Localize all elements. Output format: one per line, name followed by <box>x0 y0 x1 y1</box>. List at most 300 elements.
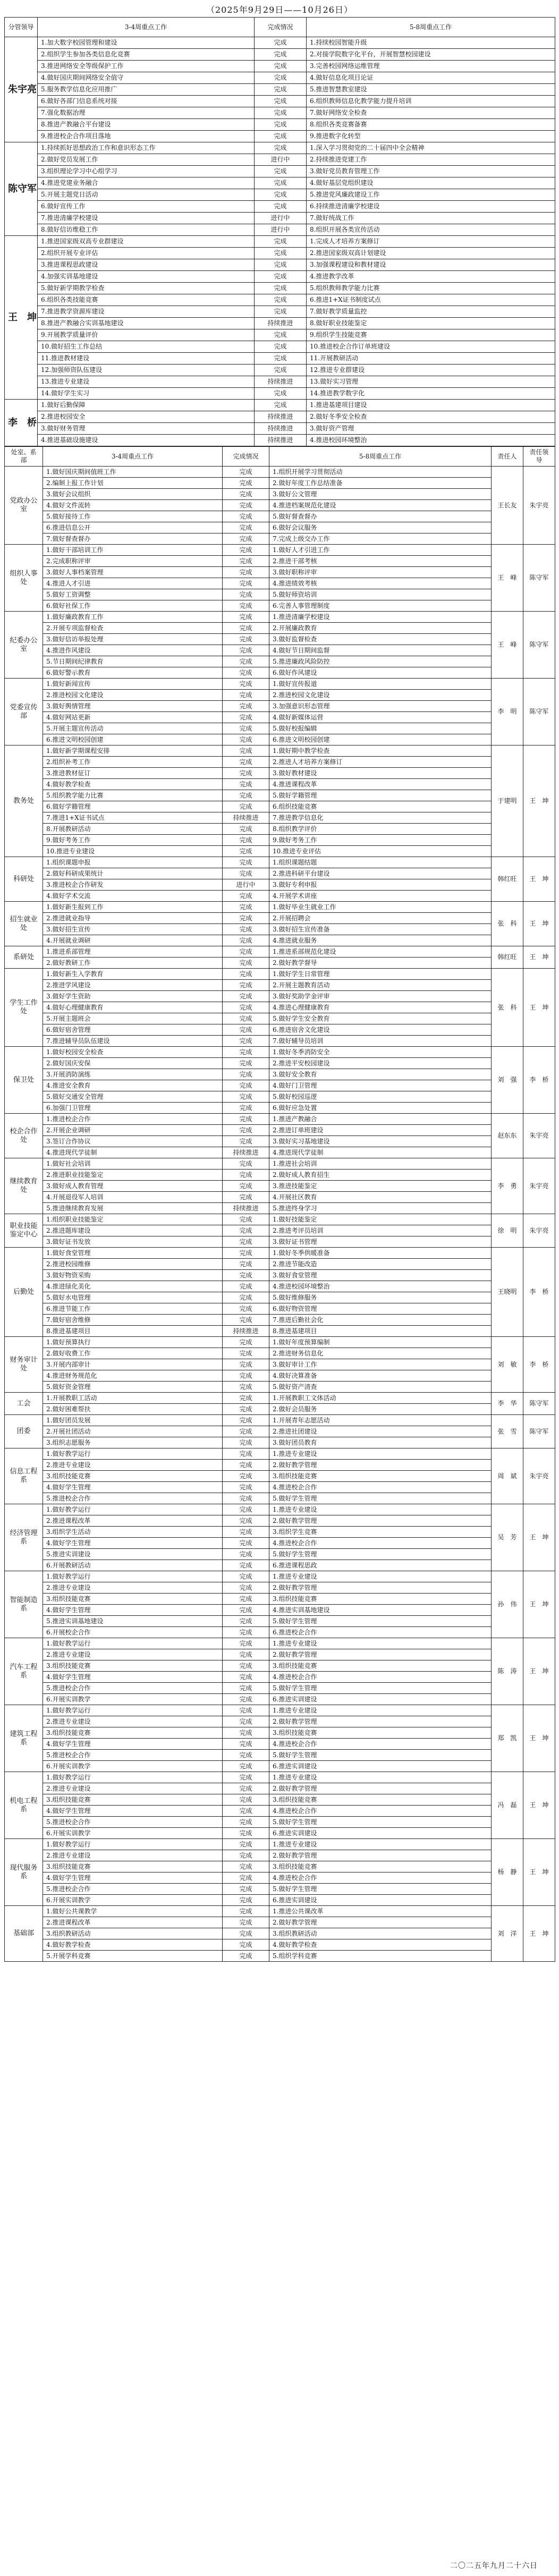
table-row <box>5 489 555 500</box>
table-row <box>5 1806 555 1817</box>
status-cell: 持续推进 <box>255 318 307 329</box>
table-row <box>5 612 555 623</box>
task-weeks-3-4: 3.做好舆情管理 <box>43 701 223 712</box>
task-weeks-3-4: 2.推进校园安全 <box>38 411 255 423</box>
task-weeks-5-8: 1.持续校园智能升级 <box>307 37 555 49</box>
task-weeks-3-4: 3.做好财务管理 <box>38 423 255 435</box>
task-weeks-5-8: 5.做好师资培训 <box>269 589 492 600</box>
task-weeks-5-8: 14.推进教学数字化 <box>307 388 555 400</box>
task-weeks-3-4: 5.做好资金管理 <box>43 1382 223 1393</box>
task-weeks-3-4: 2.开展社团活动 <box>43 1426 223 1437</box>
task-weeks-5-8: 6.做好应急处置 <box>269 1103 492 1114</box>
department-work-table <box>4 446 555 1962</box>
department-name-cell: 保卫处 <box>5 1047 43 1114</box>
responsible-person-cell: 吴 芳 <box>492 1504 523 1571</box>
task-weeks-3-4: 1.做好新生入学教育 <box>43 969 223 980</box>
task-weeks-3-4: 4.做好教学检查 <box>43 1939 223 1951</box>
table-row <box>5 980 555 991</box>
report-footer-date: 二〇二五年九月二十六日 <box>450 2562 538 2570</box>
status-cell: 完成 <box>223 1181 269 1192</box>
task-weeks-5-8: 2.推进人才培养方案修订 <box>269 757 492 768</box>
status-cell: 完成 <box>223 656 269 667</box>
table-row <box>5 1828 555 1839</box>
task-weeks-3-4: 4.加强实训基地建设 <box>38 271 255 283</box>
task-weeks-3-4: 4.做好学生管理 <box>43 1482 223 1493</box>
task-weeks-3-4: 1.持续抓好思想政治工作和意识形态工作 <box>38 142 255 154</box>
table-row <box>5 1616 555 1627</box>
task-weeks-5-8: 3.推进技能鉴定 <box>269 1181 492 1192</box>
task-weeks-5-8: 4.推进心理健康教育 <box>269 1002 492 1013</box>
task-weeks-3-4: 5.开展主题宣传活动 <box>43 723 223 734</box>
task-weeks-3-4: 3.组织理论学习中心组学习 <box>38 166 255 177</box>
leader-name-cell: 陈守军 <box>5 142 38 236</box>
table-row <box>5 1426 555 1437</box>
status-cell: 完成 <box>223 1549 269 1560</box>
table-row <box>5 1727 555 1739</box>
task-weeks-3-4: 2.推进学风建设 <box>43 980 223 991</box>
responsible-person-cell: 郑 凯 <box>492 1705 523 1772</box>
task-weeks-5-8: 4.做好门卫管理 <box>269 1080 492 1091</box>
table-row <box>5 712 555 723</box>
task-weeks-3-4: 5.推进校企合作 <box>43 1817 223 1828</box>
status-cell: 完成 <box>223 913 269 924</box>
table-row <box>5 1471 555 1482</box>
table-row <box>5 511 555 522</box>
task-weeks-3-4: 4.做好学生管理 <box>43 1806 223 1817</box>
task-weeks-3-4: 3.组织技能竞赛 <box>43 1660 223 1672</box>
status-cell: 完成 <box>223 533 269 545</box>
status-cell: 完成 <box>255 388 307 400</box>
responsible-person-cell: 刘 洋 <box>492 1906 523 1962</box>
responsible-person-cell: 韩红旺 <box>492 946 523 969</box>
table-row <box>5 154 555 166</box>
task-weeks-3-4: 3.组织学生活动 <box>43 1527 223 1538</box>
task-weeks-3-4: 1.做好预算执行 <box>43 1337 223 1348</box>
status-cell: 完成 <box>223 790 269 801</box>
task-weeks-3-4: 5.推进继续教育发展 <box>43 1203 223 1214</box>
status-cell: 完成 <box>223 868 269 879</box>
status-cell: 持续推进 <box>223 812 269 824</box>
status-cell: 完成 <box>223 1437 269 1448</box>
task-weeks-3-4: 3.开展内部审计 <box>43 1359 223 1370</box>
task-weeks-3-4: 5.服务教学信息化应用推广 <box>38 84 255 96</box>
status-cell: 完成 <box>255 142 307 154</box>
task-weeks-3-4: 5.开展主题党日活动 <box>38 189 255 201</box>
task-weeks-3-4: 1.做好教学运行 <box>43 1839 223 1850</box>
table-row <box>5 423 555 435</box>
table-row <box>5 1560 555 1571</box>
status-cell: 完成 <box>223 1415 269 1426</box>
responsible-person-cell: 刘 强 <box>492 1047 523 1114</box>
status-cell: 完成 <box>223 1861 269 1872</box>
task-weeks-3-4: 4.推进人才引进 <box>43 578 223 589</box>
table-row <box>5 1069 555 1080</box>
task-weeks-5-8: 1.推进社会培训 <box>269 1158 492 1170</box>
department-name-cell: 校企合作处 <box>5 1114 43 1158</box>
table-row <box>5 589 555 600</box>
table-row <box>5 329 555 341</box>
task-weeks-3-4: 5.做好新学期教学检查 <box>38 283 255 294</box>
task-weeks-3-4: 2.推进职业技能鉴定 <box>43 1170 223 1181</box>
task-weeks-5-8: 5.做好学生安全教育 <box>269 1013 492 1024</box>
header-status: 完成情况 <box>223 447 269 467</box>
table-row <box>5 667 555 679</box>
task-weeks-5-8: 4.推进校企合作 <box>269 1538 492 1549</box>
responsible-leader-cell: 陈守军 <box>523 679 555 745</box>
task-weeks-3-4: 1.做好食堂管理 <box>43 1248 223 1259</box>
task-weeks-5-8: 5.推进廉政风险防控 <box>269 656 492 667</box>
department-name-cell: 机电工程系 <box>5 1772 43 1839</box>
status-cell: 完成 <box>223 1303 269 1315</box>
table-row <box>5 734 555 745</box>
task-weeks-5-8: 1.做好宣传报道 <box>269 679 492 690</box>
status-cell: 完成 <box>223 891 269 902</box>
task-weeks-5-8: 6.推进宿舍文化建设 <box>269 1024 492 1036</box>
table-row <box>5 1895 555 1906</box>
status-cell: 完成 <box>223 667 269 679</box>
task-weeks-5-8: 5.做好校园巡逻 <box>269 1091 492 1103</box>
status-cell: 完成 <box>223 1951 269 1962</box>
header-department: 处室、系部 <box>5 447 43 467</box>
table-row <box>5 259 555 271</box>
table-row <box>5 1884 555 1895</box>
task-weeks-3-4: 1.做好社会培训 <box>43 1158 223 1170</box>
responsible-leader-cell: 李 桥 <box>523 1248 555 1337</box>
task-weeks-3-4: 2.做好教研工作 <box>43 957 223 969</box>
status-cell: 完成 <box>223 1248 269 1259</box>
task-weeks-5-8: 2.开展主题教育活动 <box>269 980 492 991</box>
task-weeks-5-8: 5.推进党风廉政建设工作 <box>307 189 555 201</box>
status-cell: 完成 <box>223 712 269 723</box>
table-row <box>5 556 555 567</box>
status-cell: 完成 <box>223 612 269 623</box>
table-row <box>5 522 555 533</box>
task-weeks-3-4: 5.做好工资调整 <box>43 589 223 600</box>
table-row <box>5 283 555 294</box>
task-weeks-5-8: 4.推进教学改革 <box>307 271 555 283</box>
task-weeks-5-8: 2.推进订单班建设 <box>269 1125 492 1136</box>
status-cell: 完成 <box>255 131 307 142</box>
task-weeks-3-4: 10.推进专业建设 <box>43 846 223 857</box>
table-row <box>5 388 555 400</box>
status-cell: 完成 <box>255 61 307 72</box>
task-weeks-3-4: 3.做好会议组织 <box>43 489 223 500</box>
status-cell: 完成 <box>223 1582 269 1594</box>
task-weeks-3-4: 10.做好招生工作总结 <box>38 341 255 353</box>
task-weeks-5-8: 6.做好物资管理 <box>269 1303 492 1315</box>
table-row <box>5 723 555 734</box>
task-weeks-5-8: 4.推进就业服务 <box>269 935 492 946</box>
table-row <box>5 1359 555 1370</box>
responsible-person-cell: 李 勇 <box>492 1158 523 1214</box>
task-weeks-5-8: 4.推进校企合作 <box>269 1672 492 1683</box>
responsible-leader-cell: 王 坤 <box>523 1504 555 1571</box>
status-cell: 完成 <box>223 489 269 500</box>
responsible-leader-cell: 陈守军 <box>523 545 555 612</box>
table-row <box>5 376 555 388</box>
task-weeks-3-4: 3.做好成人教育管理 <box>43 1181 223 1192</box>
table-row <box>5 1259 555 1270</box>
task-weeks-3-4: 4.做好学生管理 <box>43 1672 223 1683</box>
task-weeks-5-8: 6.推进实训建设 <box>269 1828 492 1839</box>
status-cell: 完成 <box>223 1482 269 1493</box>
task-weeks-5-8: 2.推进科研平台建设 <box>269 868 492 879</box>
status-cell: 完成 <box>223 745 269 757</box>
status-cell: 完成 <box>223 522 269 533</box>
status-cell: 完成 <box>223 634 269 645</box>
task-weeks-5-8: 8.组织各类竞赛备赛 <box>307 119 555 131</box>
task-weeks-5-8: 2.推进平安校园建设 <box>269 1058 492 1069</box>
task-weeks-5-8: 2.做好教学管理 <box>269 1850 492 1861</box>
task-weeks-5-8: 4.推进实训基地建设 <box>269 1605 492 1616</box>
table-row <box>5 969 555 980</box>
task-weeks-3-4: 4.做好学生管理 <box>43 1538 223 1549</box>
table-row <box>5 1181 555 1192</box>
status-cell: 完成 <box>223 690 269 701</box>
table-row <box>5 656 555 667</box>
task-weeks-3-4: 5.组织教学能力比赛 <box>43 790 223 801</box>
status-cell: 完成 <box>255 96 307 107</box>
task-weeks-5-8: 1.推进专业建设 <box>269 1571 492 1582</box>
task-weeks-3-4: 2.做好国庆安保 <box>43 1058 223 1069</box>
task-weeks-3-4: 8.推进产教融合平台建设 <box>38 119 255 131</box>
department-name-cell: 汽车工程系 <box>5 1638 43 1705</box>
task-weeks-3-4: 3.推进课程思政建设 <box>38 259 255 271</box>
status-cell: 完成 <box>223 1839 269 1850</box>
task-weeks-3-4: 3.做好人事档案管理 <box>43 567 223 578</box>
status-cell: 完成 <box>223 1091 269 1103</box>
table-row <box>5 1850 555 1861</box>
task-weeks-5-8: 6.做好会议服务 <box>269 522 492 533</box>
status-cell: 完成 <box>255 37 307 49</box>
table-row <box>5 1861 555 1872</box>
task-weeks-5-8: 4.推进校企合作 <box>269 1872 492 1884</box>
task-weeks-5-8: 4.做好决算准备 <box>269 1370 492 1382</box>
table-row <box>5 701 555 712</box>
task-weeks-5-8: 2.对接学院数字化平台，开展智慧校园建设 <box>307 49 555 61</box>
task-weeks-5-8: 3.做好党员教育管理工作 <box>307 166 555 177</box>
task-weeks-5-8: 2.开展廉政教育 <box>269 623 492 634</box>
status-cell: 完成 <box>223 1024 269 1036</box>
responsible-person-cell: 陈 涛 <box>492 1638 523 1705</box>
status-cell: 完成 <box>223 1616 269 1627</box>
task-weeks-5-8: 5.做好学生管理 <box>269 1549 492 1560</box>
table-row <box>5 1872 555 1884</box>
task-weeks-5-8: 3.组织教研活动 <box>269 1928 492 1939</box>
responsible-person-cell: 于建明 <box>492 745 523 857</box>
department-name-cell: 系研处 <box>5 946 43 969</box>
task-weeks-5-8: 2.做好教学管理 <box>269 1649 492 1660</box>
status-cell: 完成 <box>223 1315 269 1326</box>
task-weeks-3-4: 3.组织技能竞赛 <box>43 1727 223 1739</box>
status-cell: 完成 <box>223 467 269 478</box>
table-row <box>5 1660 555 1672</box>
status-cell: 进行中 <box>255 154 307 166</box>
task-weeks-3-4: 2.做好困难帮扶 <box>43 1404 223 1415</box>
department-name-cell: 现代服务系 <box>5 1839 43 1906</box>
task-weeks-3-4: 2.推进专业建设 <box>43 1783 223 1794</box>
task-weeks-5-8: 1.组织开展学习贯彻活动 <box>269 467 492 478</box>
table-row <box>5 634 555 645</box>
task-weeks-3-4: 6.做好社保工作 <box>43 600 223 612</box>
task-weeks-3-4: 1.做好新生报到工作 <box>43 902 223 913</box>
task-weeks-3-4: 7.推进辅导员队伍建设 <box>43 1036 223 1047</box>
status-cell: 完成 <box>223 1694 269 1705</box>
task-weeks-3-4: 13.推进专业建设 <box>38 376 255 388</box>
table-row <box>5 835 555 846</box>
status-cell: 完成 <box>223 1370 269 1382</box>
status-cell: 完成 <box>255 49 307 61</box>
task-weeks-5-8: 3.做好专利申报 <box>269 879 492 891</box>
status-cell: 完成 <box>255 271 307 283</box>
table-row <box>5 318 555 329</box>
table-row <box>5 467 555 478</box>
task-weeks-5-8: 3.做好实习基地建设 <box>269 1136 492 1147</box>
task-weeks-3-4: 2.编制上报工作计划 <box>43 478 223 489</box>
status-cell: 完成 <box>223 600 269 612</box>
table-row <box>5 1125 555 1136</box>
task-weeks-3-4: 7.推进教学资源库建设 <box>38 306 255 318</box>
table-row <box>5 411 555 423</box>
table-row <box>5 913 555 924</box>
table-row <box>5 213 555 224</box>
table-row <box>5 119 555 131</box>
status-cell: 持续推进 <box>255 411 307 423</box>
department-name-cell: 工会 <box>5 1393 43 1415</box>
status-cell: 完成 <box>223 1727 269 1739</box>
table-row <box>5 1114 555 1125</box>
table-row <box>5 49 555 61</box>
table-row <box>5 1225 555 1236</box>
status-cell: 完成 <box>223 1404 269 1415</box>
task-weeks-3-4: 14.做好学生实习 <box>38 388 255 400</box>
responsible-leader-cell: 李 桥 <box>523 1047 555 1114</box>
task-weeks-5-8: 7.做好辅导员培训 <box>269 1036 492 1047</box>
task-weeks-5-8: 1.做好毕业生就业工作 <box>269 902 492 913</box>
table-row <box>5 1382 555 1393</box>
task-weeks-5-8: 3.做好审计工作 <box>269 1359 492 1370</box>
table-row <box>5 1761 555 1772</box>
table-wrap <box>4 17 555 1962</box>
table-row <box>5 600 555 612</box>
task-weeks-5-8: 6.做好作风建设 <box>269 667 492 679</box>
task-weeks-3-4: 5.推进校企合作 <box>43 1750 223 1761</box>
department-name-cell: 经济管理系 <box>5 1504 43 1571</box>
task-weeks-3-4: 5.开展学科竞赛 <box>43 1951 223 1962</box>
table-row <box>5 294 555 306</box>
task-weeks-3-4: 4.开展退役军人培训 <box>43 1192 223 1203</box>
status-cell: 完成 <box>223 478 269 489</box>
table-row <box>5 400 555 411</box>
status-cell: 完成 <box>223 1761 269 1772</box>
task-weeks-3-4: 9.推进校企合作项目落地 <box>38 131 255 142</box>
task-weeks-3-4: 1.做好新闻宣传 <box>43 679 223 690</box>
table-row <box>5 1917 555 1928</box>
task-weeks-3-4: 5.做好交通安全管理 <box>43 1091 223 1103</box>
table-row <box>5 745 555 757</box>
responsible-person-cell: 李 华 <box>492 1393 523 1415</box>
task-weeks-5-8: 1.完成人才培养方案修订 <box>307 236 555 248</box>
table-row <box>5 779 555 790</box>
task-weeks-3-4: 2.推进课程改革 <box>43 1515 223 1527</box>
responsible-leader-cell: 王 坤 <box>523 946 555 969</box>
status-cell: 完成 <box>223 1192 269 1203</box>
task-weeks-3-4: 4.推进财务规范化 <box>43 1370 223 1382</box>
table-row <box>5 578 555 589</box>
status-cell: 完成 <box>223 1783 269 1794</box>
status-cell: 完成 <box>223 1080 269 1091</box>
status-cell: 完成 <box>223 1493 269 1504</box>
table-row <box>5 690 555 701</box>
task-weeks-3-4: 12.加强师资队伍建设 <box>38 365 255 376</box>
task-weeks-3-4: 3.推进校企合作研发 <box>43 879 223 891</box>
table-row <box>5 645 555 656</box>
status-cell: 完成 <box>223 1560 269 1571</box>
table-row <box>5 1236 555 1248</box>
status-cell: 完成 <box>223 1504 269 1515</box>
responsible-person-cell: 张 雪 <box>492 1415 523 1448</box>
responsible-person-cell: 王 峰 <box>492 545 523 612</box>
table-row <box>5 679 555 690</box>
task-weeks-5-8: 5.做好学生管理 <box>269 1493 492 1504</box>
task-weeks-5-8: 7.推进教学信息化 <box>269 812 492 824</box>
status-cell: 完成 <box>223 1660 269 1672</box>
task-weeks-5-8: 4.推进绩效考核 <box>269 578 492 589</box>
department-name-cell: 基础部 <box>5 1906 43 1962</box>
task-weeks-3-4: 6.推进文明校园创建 <box>43 734 223 745</box>
task-weeks-3-4: 3.推进网络安全等级保护工作 <box>38 61 255 72</box>
task-weeks-3-4: 1.组织课题申报 <box>43 857 223 868</box>
responsible-person-cell: 李 明 <box>492 679 523 745</box>
task-weeks-3-4: 6.推进信息公开 <box>43 522 223 533</box>
table-row <box>5 824 555 835</box>
status-cell: 完成 <box>223 846 269 857</box>
table-row <box>5 1058 555 1069</box>
task-weeks-5-8: 6.推进实训建设 <box>269 1761 492 1772</box>
task-weeks-5-8: 8.组织教学评价 <box>269 824 492 835</box>
table-row <box>5 37 555 49</box>
task-weeks-5-8: 2.推进节能改造 <box>269 1259 492 1270</box>
department-name-cell: 党政办公室 <box>5 467 43 545</box>
table-row <box>5 1939 555 1951</box>
task-weeks-3-4: 4.做好学生管理 <box>43 1872 223 1884</box>
task-weeks-5-8: 2.做好教学管理 <box>269 1515 492 1527</box>
status-cell: 完成 <box>223 1136 269 1147</box>
task-weeks-3-4: 2.推进专业建设 <box>43 1649 223 1660</box>
table-row <box>5 142 555 154</box>
responsible-leader-cell: 王 坤 <box>523 1772 555 1839</box>
table-row <box>5 131 555 142</box>
table-row <box>5 812 555 824</box>
table-row <box>5 1024 555 1036</box>
status-cell: 完成 <box>223 1850 269 1861</box>
task-weeks-3-4: 4.推进绿化美化 <box>43 1281 223 1292</box>
table-row <box>5 1649 555 1660</box>
status-cell: 完成 <box>223 768 269 779</box>
task-weeks-5-8: 1.做好学生日常管理 <box>269 969 492 980</box>
task-weeks-3-4: 3.做好招生宣传 <box>43 924 223 935</box>
status-cell: 完成 <box>223 1828 269 1839</box>
status-cell: 完成 <box>223 1214 269 1225</box>
table-row <box>5 341 555 353</box>
task-weeks-5-8: 4.推进校园环境整治 <box>307 435 555 446</box>
status-cell: 完成 <box>223 589 269 600</box>
table-row <box>5 857 555 868</box>
task-weeks-5-8: 4.做好信息化项目论证 <box>307 72 555 84</box>
status-cell: 完成 <box>223 1259 269 1270</box>
task-weeks-3-4: 2.完成职称评审 <box>43 556 223 567</box>
leader-name-cell: 王 坤 <box>5 236 38 400</box>
